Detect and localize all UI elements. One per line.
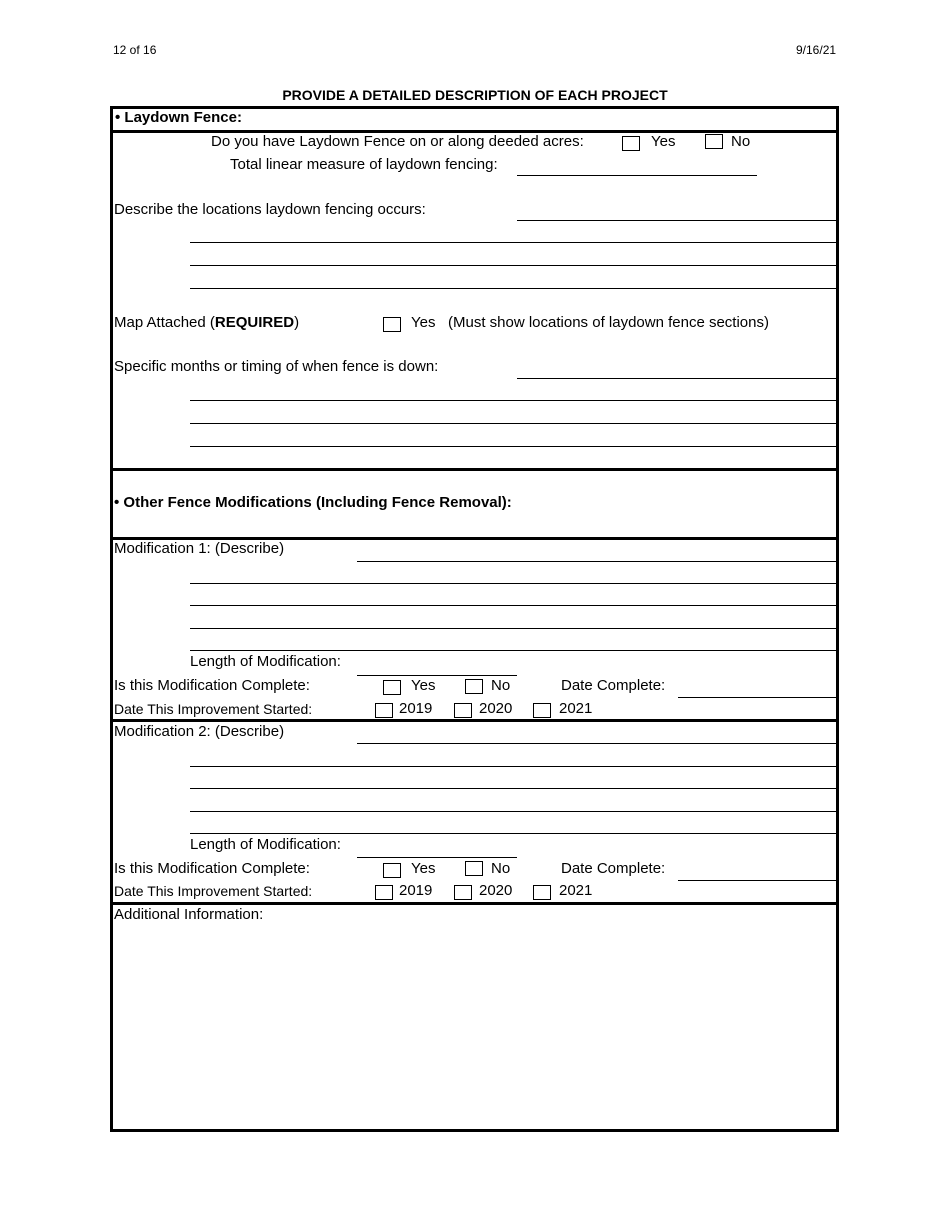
mod2-date-complete-label: Date Complete: bbox=[561, 860, 666, 877]
laydown-yes-checkbox[interactable] bbox=[622, 136, 640, 151]
mod1-year-2020-label: 2020 bbox=[479, 700, 513, 717]
map-note: (Must show locations of laydown fence sections) bbox=[448, 314, 769, 331]
locations-field-line[interactable] bbox=[517, 220, 837, 221]
mod1-length-field[interactable] bbox=[357, 675, 517, 676]
laydown-no-label: No bbox=[731, 133, 751, 150]
mod1-complete-label: Is this Modification Complete: bbox=[114, 677, 310, 694]
mod2-year-2021-label: 2021 bbox=[559, 882, 593, 899]
mod1-year-2020-checkbox[interactable] bbox=[454, 703, 472, 718]
mod2-complete-no-label: No bbox=[491, 860, 511, 877]
section-divider bbox=[110, 902, 839, 905]
mod1-describe-line[interactable] bbox=[190, 583, 837, 584]
mod1-complete-yes-label: Yes bbox=[411, 677, 436, 694]
mod1-complete-yes-checkbox[interactable] bbox=[383, 680, 401, 695]
laydown-question: Do you have Laydown Fence on or along deeded acres: bbox=[211, 133, 584, 150]
mod1-year-2021-checkbox[interactable] bbox=[533, 703, 551, 718]
mod2-length-field[interactable] bbox=[357, 857, 517, 858]
modification-2-label: Modification 2: (Describe) bbox=[114, 723, 285, 740]
mod2-describe-line[interactable] bbox=[190, 833, 837, 834]
mod2-describe-line[interactable] bbox=[190, 766, 837, 767]
page-number: 12 of 16 bbox=[113, 43, 157, 57]
mod2-complete-yes-label: Yes bbox=[411, 860, 436, 877]
map-yes-label: Yes bbox=[411, 314, 436, 331]
other-heading: • Other Fence Modifications (Including Fence Removal): bbox=[114, 494, 512, 511]
mod1-year-2021-label: 2021 bbox=[559, 700, 593, 717]
print-date: 9/16/21 bbox=[796, 43, 837, 57]
map-yes-checkbox[interactable] bbox=[383, 317, 401, 332]
form-title: PROVIDE A DETAILED DESCRIPTION OF EACH PROJECT bbox=[282, 87, 668, 103]
laydown-yes-label: Yes bbox=[651, 133, 676, 150]
additional-info-label: Additional Information: bbox=[114, 906, 264, 923]
timing-field-line[interactable] bbox=[517, 378, 837, 379]
locations-label: Describe the locations laydown fencing occurs: bbox=[114, 201, 426, 218]
mod1-length-label: Length of Modification: bbox=[190, 653, 341, 670]
timing-label: Specific months or timing of when fence is down: bbox=[114, 358, 439, 375]
locations-field-line[interactable] bbox=[190, 242, 837, 243]
mod2-year-2020-checkbox[interactable] bbox=[454, 885, 472, 900]
mod2-complete-yes-checkbox[interactable] bbox=[383, 863, 401, 878]
timing-field-line[interactable] bbox=[190, 446, 837, 447]
mod2-describe-line[interactable] bbox=[357, 743, 837, 744]
section-divider bbox=[110, 719, 839, 722]
mod2-started-label: Date This Improvement Started: bbox=[114, 883, 313, 899]
mod1-describe-line[interactable] bbox=[190, 650, 837, 651]
timing-field-line[interactable] bbox=[190, 423, 837, 424]
mod2-length-label: Length of Modification: bbox=[190, 836, 341, 853]
modification-1-label: Modification 1: (Describe) bbox=[114, 540, 285, 557]
mod2-describe-line[interactable] bbox=[190, 811, 837, 812]
mod1-describe-line[interactable] bbox=[357, 561, 837, 562]
mod1-year-2019-label: 2019 bbox=[399, 700, 433, 717]
linear-measure-field[interactable] bbox=[517, 175, 757, 176]
mod1-date-complete-label: Date Complete: bbox=[561, 677, 666, 694]
section-divider bbox=[110, 468, 839, 471]
mod1-year-2019-checkbox[interactable] bbox=[375, 703, 393, 718]
mod2-year-2021-checkbox[interactable] bbox=[533, 885, 551, 900]
mod1-complete-no-label: No bbox=[491, 677, 511, 694]
additional-info-area[interactable] bbox=[113, 926, 835, 1126]
laydown-no-checkbox[interactable] bbox=[705, 134, 723, 149]
mod2-describe-line[interactable] bbox=[190, 788, 837, 789]
mod1-complete-no-checkbox[interactable] bbox=[465, 679, 483, 694]
mod1-describe-line[interactable] bbox=[190, 628, 837, 629]
timing-field-line[interactable] bbox=[190, 400, 837, 401]
mod2-year-2019-label: 2019 bbox=[399, 882, 433, 899]
mod1-describe-line[interactable] bbox=[190, 605, 837, 606]
mod2-date-complete-field[interactable] bbox=[678, 880, 837, 881]
linear-measure-label: Total linear measure of laydown fencing: bbox=[230, 156, 498, 173]
locations-field-line[interactable] bbox=[190, 265, 837, 266]
mod1-started-label: Date This Improvement Started: bbox=[114, 701, 313, 717]
mod2-year-2019-checkbox[interactable] bbox=[375, 885, 393, 900]
locations-field-line[interactable] bbox=[190, 288, 837, 289]
map-attached-label: Map Attached (REQUIRED) bbox=[114, 314, 300, 331]
laydown-heading: • Laydown Fence: bbox=[115, 109, 242, 126]
mod2-complete-label: Is this Modification Complete: bbox=[114, 860, 310, 877]
mod2-year-2020-label: 2020 bbox=[479, 882, 513, 899]
mod2-complete-no-checkbox[interactable] bbox=[465, 861, 483, 876]
mod1-date-complete-field[interactable] bbox=[678, 697, 837, 698]
